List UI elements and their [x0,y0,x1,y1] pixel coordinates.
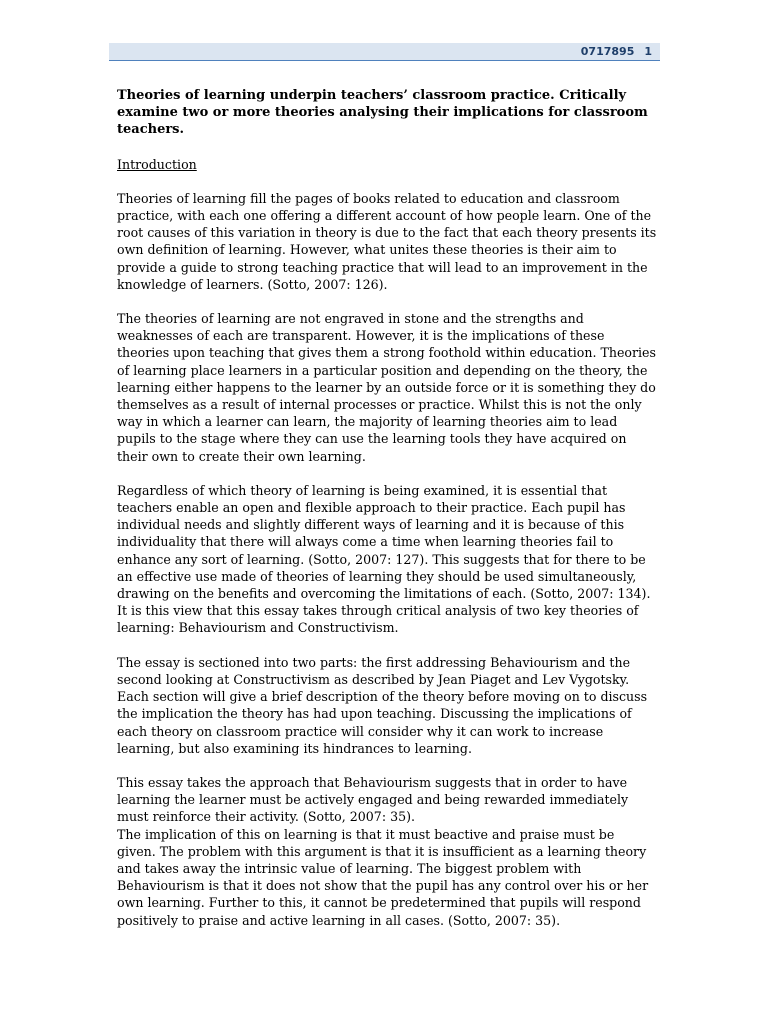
page-number: 1 [644,45,652,58]
page-header [109,43,660,61]
paragraph: Regardless of which theory of learning is being examined, it is essential that teachers enable an open and flexible approach to their practice. Each pupil has individual needs and slightly different ways of learning and it is because of this individuality that there will always come a time when learning theories fail to enhance any sort of learning. (Sotto, 2007: 127). This suggests that for there to be an effective use made of theories of learning they should be used simultaneously, drawing on the benefits and overcoming the limitations of each. (Sotto, 2007: 134). It is this view that this essay takes through critical analysis of two key theories of learning: Behaviourism and Constructivism. [117,482,651,636]
paragraph: The theories of learning are not engraved in stone and the strengths and weaknesses of each are transparent. However, it is the implications of these theories upon teaching that gives them a strong foothold within education. Theories of learning place learners in a particular position and depending on the theory, the learning either happens to the learner by an outside force or it is something they do themselves as a result of internal processes or practice. Whilst this is not the only way in which a learner can learn, the majority of learning theories aim to lead pupils to the stage where they can use the learning tools they have acquired on their own to create their own learning. [117,311,656,464]
paragraph: The essay is sectioned into two parts: the first addressing Behaviourism and the second looking at Constructivism as described by Jean Piaget and Lev Vygotsky. Each section will give a brief description of the theory before moving on to discuss the implication the theory has had upon teaching. Discussing the implications of each theory on classroom practice will consider why it can work to increase learning, but also examining its hindrances to learning. [117,654,648,756]
essay-title: Theories of learning underpin teachers’ classroom practice. Critically examine two or more theories analysing their implications for classroom teachers. [117,88,648,138]
student-id: 0717895 [580,45,635,58]
section-heading: Introduction [117,156,197,172]
paragraph: This essay takes the approach that Behaviourism suggests that in order to have learning the learner must be actively engaged and being rewarded immediately must reinforce their activity. (Sotto, 2007: 35). [117,774,629,825]
paragraph: Theories of learning fill the pages of books related to education and classroom practice, with each one offering a different account of how people learn. One of the root causes of this variation in theory is due to the fact that each theory presents its own definition of learning. However, what unites these theories is their aim to provide a guide to strong teaching practice that will lead to an improvement in the knowledge of learners. (Sotto, 2007: 126). [117,190,657,292]
document-body [117,87,657,946]
paragraph: The implication of this on learning is that it must beactive and praise must be given. The problem with this argument is that it is insufficient as a learning theory and takes away the intrinsic value of learning. The biggest problem with Behaviourism is that it does not show that the pupil has any control over his or her own learning. Further to this, it cannot be predetermined that pupils will respond positively to praise and active learning in all cases. (Sotto, 2007: 35). [117,826,649,928]
